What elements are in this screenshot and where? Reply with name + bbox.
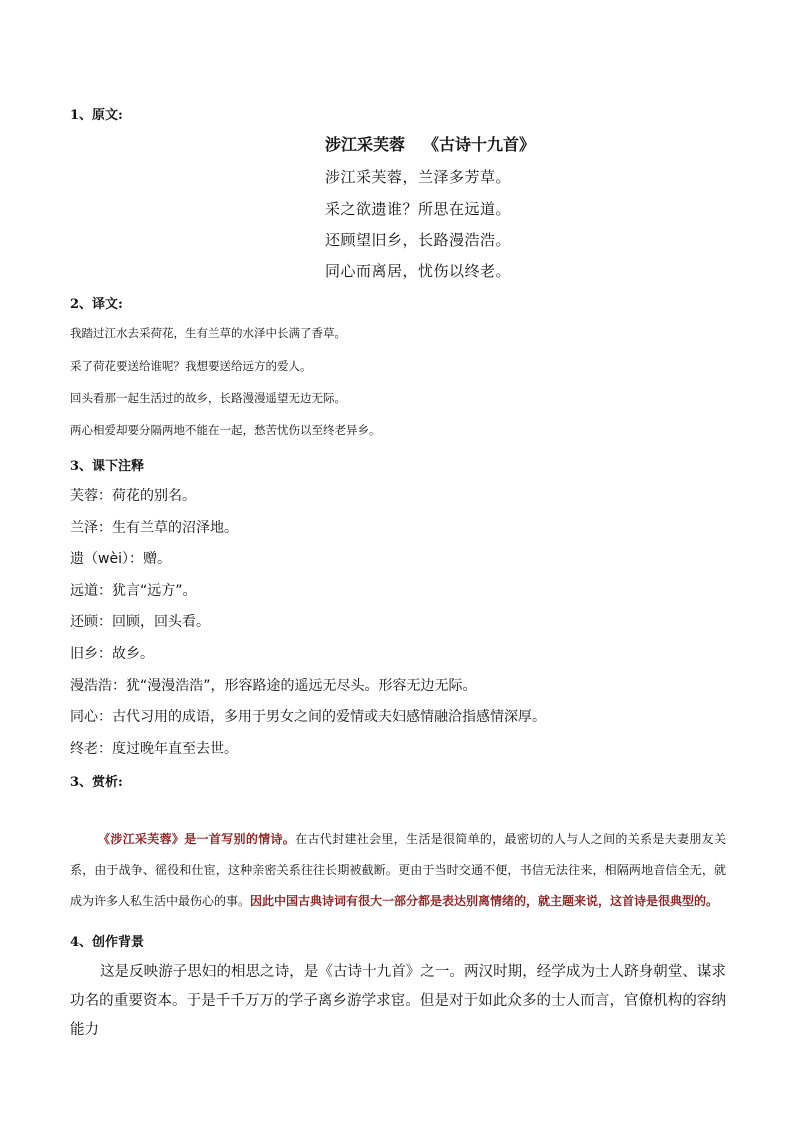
note-item: 远道：犹言“远方”。 (70, 583, 197, 599)
appreciation-paragraph (70, 824, 726, 917)
note-item: 漫浩浩：犹“漫漫浩浩”，形容路途的遥远无尽头。形容无边无际。 (70, 678, 477, 694)
translation-line: 采了荷花要送给谁呢？我想要送给远方的爱人。 (70, 359, 312, 373)
poem-line: 涉江采芙蓉，兰泽多芳草。 (325, 168, 512, 186)
note-item: 遗（wèi）：赠。 (70, 551, 171, 567)
appreciation-highlight: 《涉江采芙蓉》是一首写别的情诗。 (98, 832, 296, 846)
poem-title-line (325, 132, 535, 155)
translation-line: 我踏过江水去采荷花，生有兰草的水泽中长满了香草。 (70, 326, 346, 340)
note-item: 旧乡：故乡。 (70, 646, 154, 662)
appreciation-highlight: 因此中国古典诗词有很大一部分都是表达别离情绪的，就主题来说，这首诗是很典型的。 (250, 894, 719, 908)
poem-line: 采之欲遗谁？所思在远道。 (325, 200, 512, 218)
note-item: 兰泽：生有兰草的沼泽地。 (70, 520, 238, 536)
note-item: 还顾：回顾，回头看。 (70, 614, 210, 630)
note-item: 同心：古代习用的成语，多用于男女之间的爱情或夫妇感情融洽指感情深厚。 (70, 709, 546, 725)
section-heading-background: 4、创作背景 (70, 935, 145, 950)
background-paragraph: 这是反映游子思妇的相思之诗，是《古诗十九首》之一。两汉时期，经学成为士人跻身朝堂、谋求功名的重要资本。于是千千万万的学子离乡游学求宦。但是对于如此众多的士人而言，官僚机构的容纳能力 (70, 964, 726, 1038)
poem-source: 《古诗十九首》 (423, 135, 536, 154)
section-heading-appreciation: 3、赏析: (70, 775, 123, 790)
poem-line: 同心而离居，忧伤以终老。 (325, 262, 512, 280)
section-heading-original: 1、原文: (70, 108, 123, 123)
section-heading-notes: 3、课下注释 (70, 459, 145, 474)
translation-line: 两心相爱却要分隔两地不能在一起，愁苦忧伤以至终老异乡。 (70, 423, 381, 437)
poem-line: 还顾望旧乡，长路漫浩浩。 (325, 231, 512, 249)
note-item: 终老：度过晚年直至去世。 (70, 741, 238, 757)
appreciation-body: 在古代封建社会里，生活是很简单的，最密切的人与人之间的关系是夫妻朋友关系，由于战争、徭役和仕宦，这种亲密关系往往长期被截断。更由于当时交通不便，书信无法往来，相隔两地音信全无，就成为许多人私生活中最伤心的事。 (70, 832, 726, 908)
translation-line: 回头看那一起生活过的故乡，长路漫漫遥望无边无际。 (70, 391, 346, 405)
section-heading-translation: 2、译文: (70, 297, 123, 312)
poem-title: 涉江采芙蓉 (325, 135, 406, 154)
note-item: 芙蓉：荷花的别名。 (70, 488, 196, 504)
